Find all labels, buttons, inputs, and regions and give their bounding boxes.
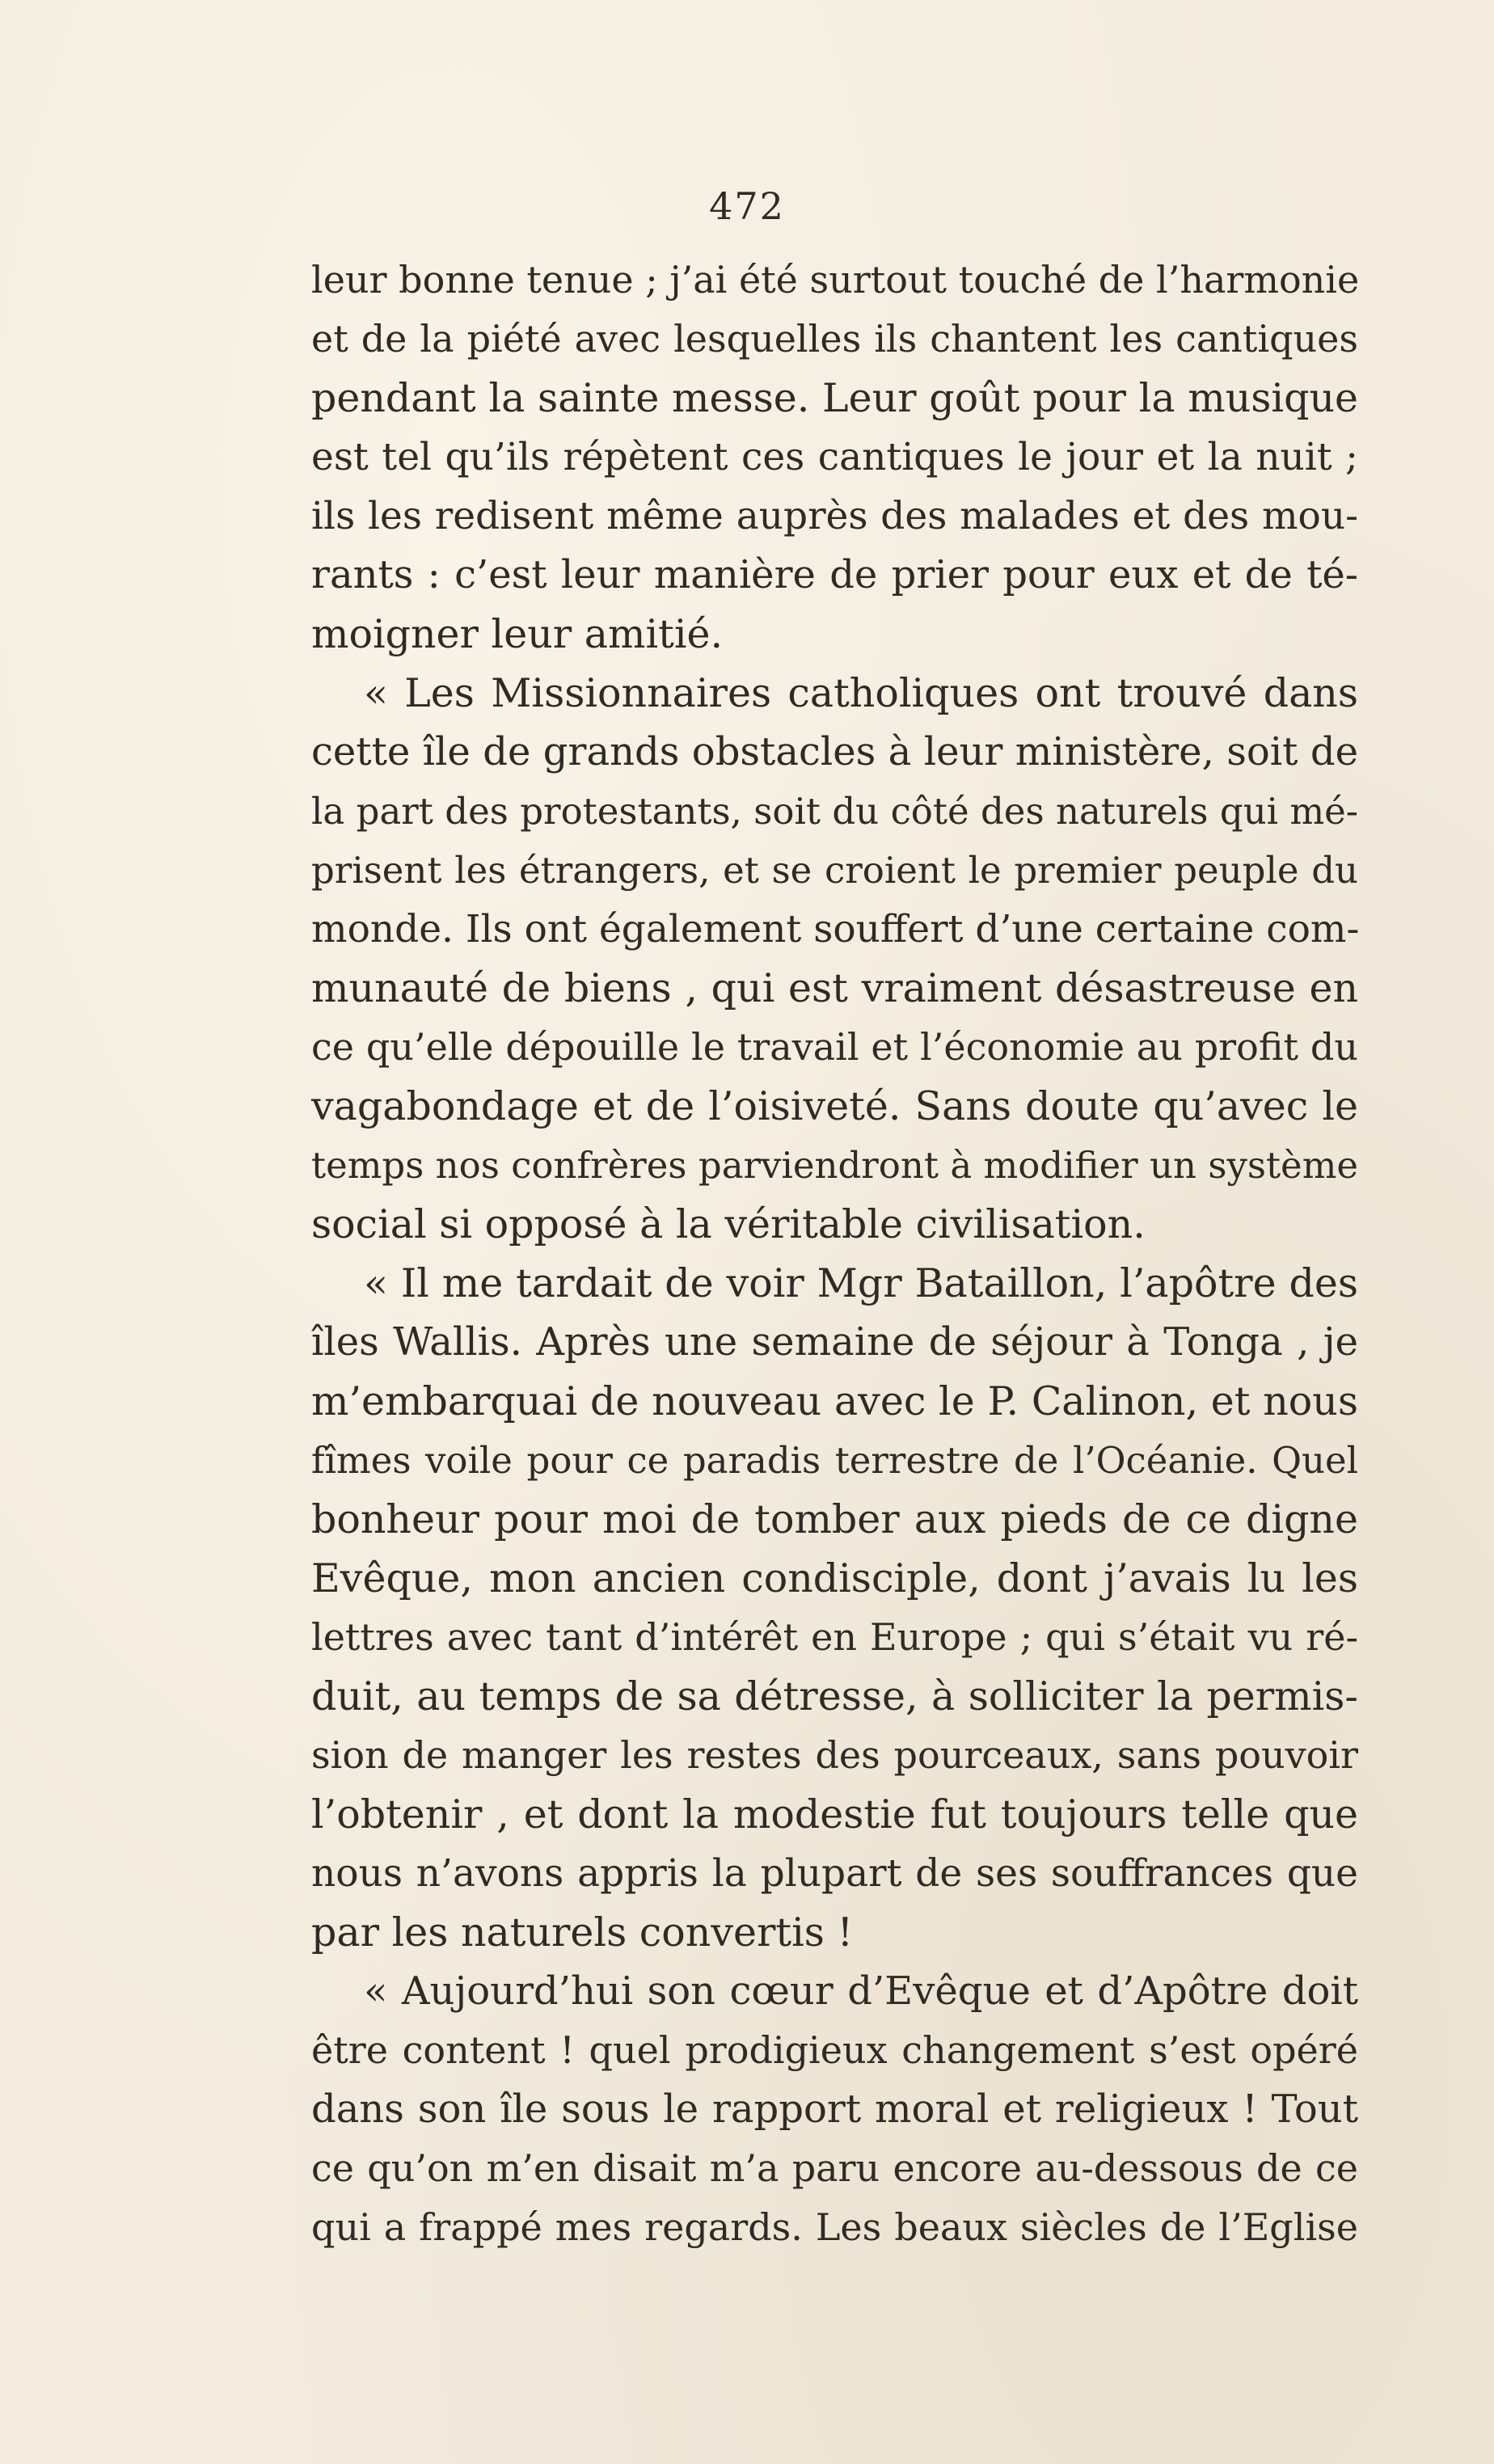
body-text — [311, 251, 1358, 2257]
text-line: qui a frappé mes regards. Les beaux siècles de l’Eglise — [311, 2205, 1358, 2249]
text-line: m’embarquai de nouveau avec le P. Calinon, et nous — [311, 1378, 1358, 1424]
text-line: munauté de biens , qui est vraiment désastreuse en — [311, 965, 1358, 1011]
text-line: ils les redisent même auprès des malades et des mou- — [311, 494, 1358, 538]
text-line: fîmes voile pour ce paradis terrestre de l’Océanie. Quel — [311, 1439, 1358, 1482]
text-line: la part des protestants, soit du côté des naturels qui mé- — [311, 790, 1358, 833]
text-line: cette île de grands obstacles à leur ministère, soit de — [311, 729, 1358, 774]
text-line: prisent les étrangers, et se croient le premier peuple du — [311, 849, 1358, 892]
text-line: est tel qu’ils répètent ces cantiques le jour et la nuit ; — [311, 435, 1358, 479]
text-line: sion de manger les restes des pourceaux, sans pouvoir — [311, 1733, 1358, 1777]
text-line: duit, au temps de sa détresse, à solliciter la permis- — [311, 1673, 1358, 1719]
text-line: moigner leur amitié. — [311, 611, 724, 657]
text-line: « Les Missionnaires catholiques ont trouvé dans — [364, 670, 1358, 716]
text-line: « Il me tardait de voir Mgr Bataillon, l’apôtre des — [364, 1260, 1358, 1306]
text-line: bonheur pour moi de tomber aux pieds de ce digne — [311, 1496, 1358, 1542]
text-line: rants : c’est leur manière de prier pour eux et de té- — [311, 552, 1358, 597]
text-line: pendant la sainte messe. Leur goût pour la musique — [311, 375, 1358, 421]
text-line: par les naturels convertis ! — [311, 1909, 854, 1956]
text-line: être content ! quel prodigieux changement s’est opéré — [311, 2028, 1358, 2072]
text-line: « Aujourd’hui son cœur d’Evêque et d’Apôtre doit — [364, 1968, 1358, 2014]
text-line: ce qu’elle dépouille le travail et l’économie au profit du — [311, 1025, 1358, 1069]
page-number: 472 — [709, 184, 785, 228]
text-line: lettres avec tant d’intérêt en Europe ; qui s’était vu ré- — [311, 1615, 1358, 1659]
text-line: vagabondage et de l’oisiveté. Sans doute qu’avec le — [311, 1083, 1358, 1129]
text-line: dans son île sous le rapport moral et religieux ! Tout — [311, 2086, 1358, 2132]
text-line: ce qu’on m’en disait m’a paru encore au-dessous de ce — [311, 2146, 1358, 2190]
text-line: social si opposé à la véritable civilisation. — [311, 1201, 1146, 1247]
text-line: îles Wallis. Après une semaine de séjour à Tonga , je — [311, 1319, 1358, 1365]
text-line: et de la piété avec lesquelles ils chantent les cantiques — [311, 317, 1358, 361]
text-line: leur bonne tenue ; j’ai été surtout touché de l’harmonie — [311, 258, 1360, 302]
text-line: temps nos confrères parviendront à modifier un système — [311, 1144, 1358, 1187]
text-line: l’obtenir , et dont la modestie fut toujours telle que — [311, 1791, 1358, 1837]
text-line: Evêque, mon ancien condisciple, dont j’avais lu les — [311, 1555, 1358, 1601]
text-line: nous n’avons appris la plupart de ses souffrances que — [311, 1851, 1358, 1896]
text-line: monde. Ils ont également souffert d’une certaine com- — [311, 907, 1360, 951]
